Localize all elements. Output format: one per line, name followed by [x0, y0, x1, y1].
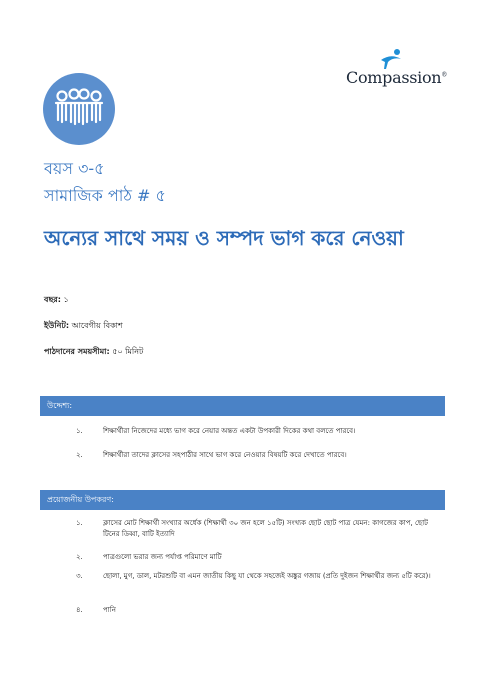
item-number: ৩. [76, 572, 83, 580]
item-number: ২. [76, 553, 83, 561]
compassion-figure-icon [379, 48, 405, 70]
compassion-logo [346, 48, 448, 94]
item-text: ছোলা, মুগ, ডাল, মটরশুটি বা এমন জাতীয় কিছু যা থেকে সহজেই অঙ্কুর গজায় (প্রতি দুইজন শিক্ষার্থীর জন্য ৫টি করে)। [103, 572, 431, 580]
unit-label: ইউনিট: [44, 321, 70, 330]
year-value: ১ [63, 295, 69, 304]
lesson-title: অন্যের সাথে সময় ও সম্পদ ভাগ করে নেওয়া [44, 226, 404, 250]
item-number: ১. [76, 519, 83, 527]
item-text: পাত্রগুলো ভরার জন্য পর্যাপ্ত পরিমাণে মাটি [103, 553, 222, 561]
objectives-heading: উদ্দেশ্য: [40, 396, 445, 416]
item-number: ১. [76, 427, 83, 435]
item-number: ২. [76, 451, 83, 459]
materials-heading: প্রয়োজনীয় উপকরণ: [40, 490, 445, 510]
year-label: বছর: [44, 295, 61, 304]
people-group-badge [43, 73, 115, 145]
item-text: পানি [103, 606, 116, 614]
age-range: বয়স ৩-৫ [44, 159, 105, 178]
lesson-number: সামাজিক পাঠ # ৫ [44, 186, 166, 205]
unit-value: আবেগীয় বিকাশ [71, 321, 123, 330]
item-number: ৪. [76, 606, 83, 614]
item-text: শিক্ষার্থীরা তাদের ক্লাসের সহপাঠীর সাথে ভাগ করে নেওয়ার বিষয়টি করে দেখাতে পারবে। [103, 451, 347, 459]
item-text: ক্লাসের মোট শিক্ষার্থী সংখ্যার অর্ধেক (শিক্ষার্থী ৩০ জন হলে ১৫টি) সংখ্যক ছোট ছোট পাত্র যেমন: কাগজের কাপ, ছোট টিনের ডিব্বা, বাটি ইত্যাদি [103, 519, 428, 538]
people-group-icon [43, 73, 115, 145]
meta-unit [44, 320, 123, 333]
duration-value: ৫০ মিনিট [112, 347, 144, 356]
compassion-wordmark: Compassion® [346, 68, 448, 87]
item-text: শিক্ষার্থীরা নিজেদের মধ্যে ভাগ করে নেয়ার অন্তত একটা উপকারী দিকের কথা বলতে পারবে। [103, 427, 356, 435]
duration-label: পাঠদানের সময়সীমা: [44, 347, 110, 356]
meta-duration [44, 346, 143, 359]
meta-year [44, 294, 69, 307]
